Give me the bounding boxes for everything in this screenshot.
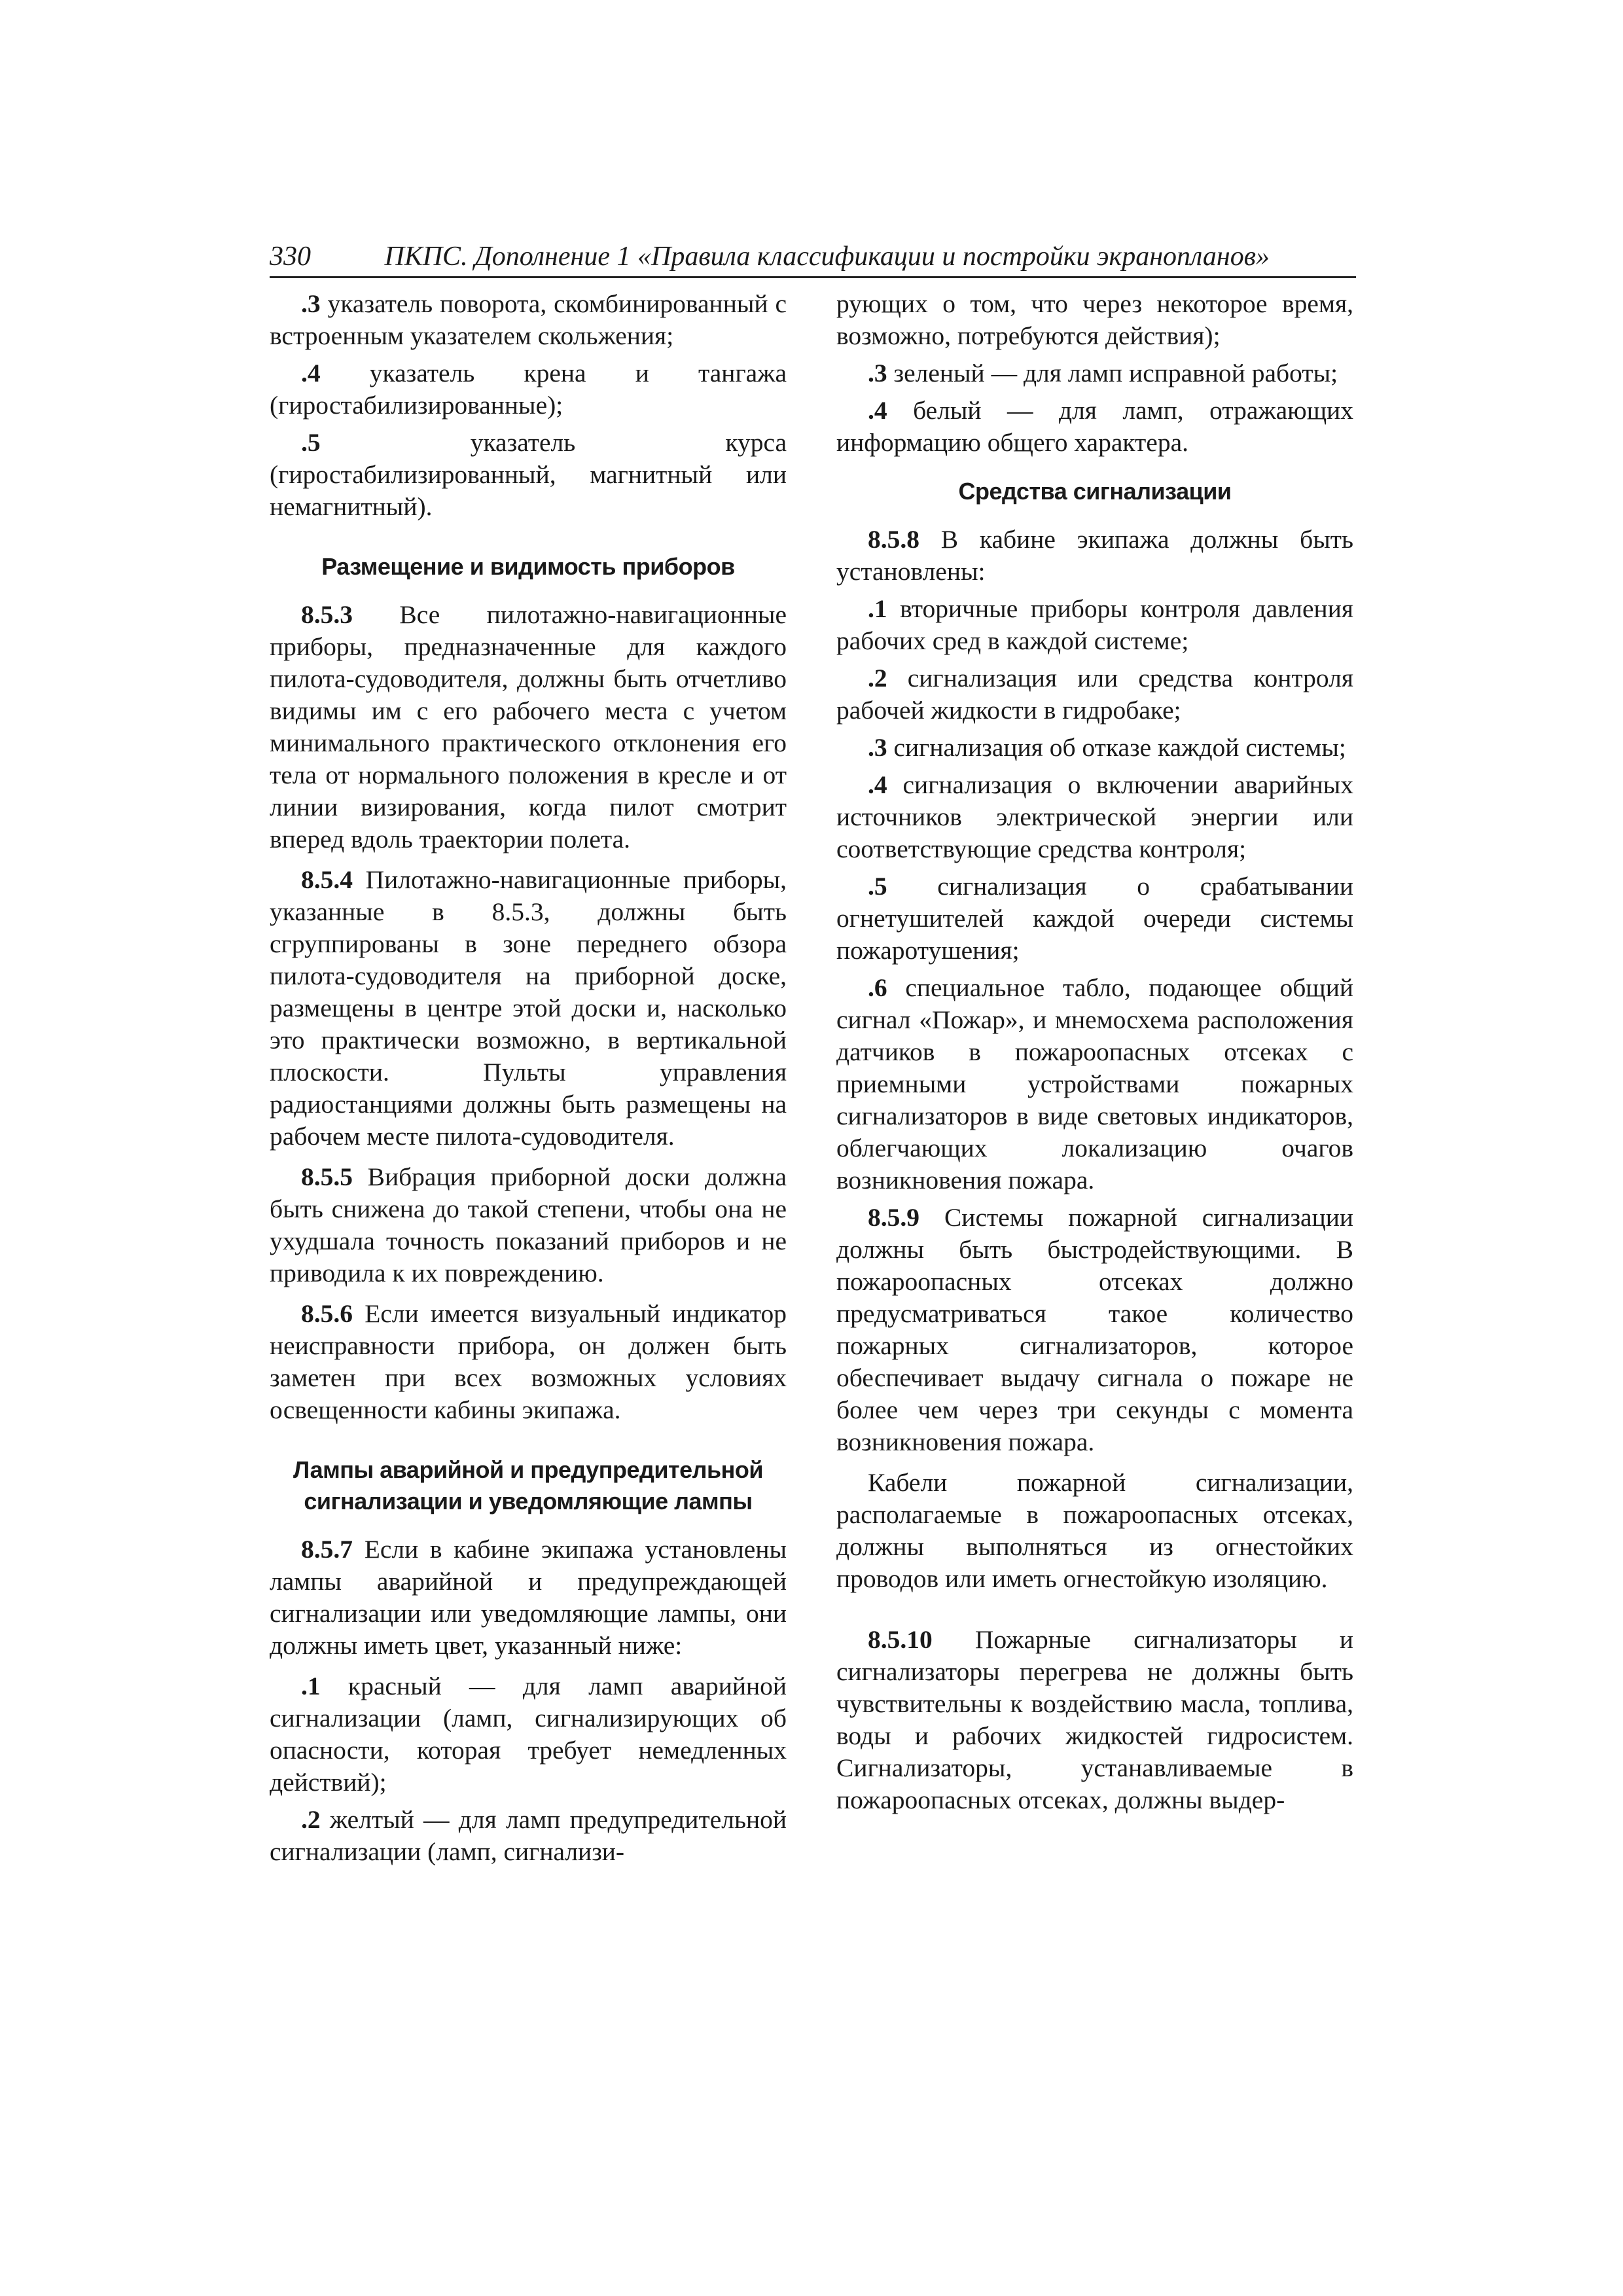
running-title: ПКПС. Дополнение 1 «Правила классификации и постройки экранопланов» (384, 242, 1270, 272)
continued-text: рующих о том, что через некоторое время, возможно, потребуются действия); (836, 289, 1353, 350)
running-header (270, 237, 1356, 278)
list-item (836, 972, 1353, 1196)
clause-number: 8.5.10 (868, 1625, 933, 1654)
list-item (270, 357, 787, 422)
paragraph-8-5-9 (836, 1202, 1353, 1458)
list-item (270, 1670, 787, 1799)
item-text: сигнализация или средства контроля рабочей жидкости в гидробаке; (836, 664, 1353, 725)
item-number: .4 (868, 770, 887, 799)
item-number: .6 (868, 973, 887, 1002)
clause-text: Если имеется визуальный индикатор неисправности прибора, он должен быть заметен при всех возможных условиях освещенности кабины экипажа. (270, 1299, 787, 1424)
item-text: белый — для ламп, отражающих информацию общего характера. (836, 396, 1353, 457)
list-item (836, 870, 1353, 967)
list-item (836, 769, 1353, 865)
item-text: сигнализация о срабатывании огнетушителей каждой очереди системы пожаротушения; (836, 872, 1354, 965)
paragraph-8-5-10 (836, 1624, 1353, 1816)
item-number: .3 (868, 733, 887, 762)
list-item (836, 662, 1353, 726)
list-item (270, 427, 787, 523)
item-text: сигнализация о включении аварийных источников электрической энергии или соответствующие средства контроля; (836, 770, 1354, 863)
paragraph-8-5-7 (270, 1534, 787, 1662)
section-heading (270, 1454, 787, 1517)
item-text: красный — для ламп аварийной сигнализации (ламп, сигнализирующих об опасности, которая требует немедленных действий); (270, 1672, 787, 1797)
item-number: .3 (868, 359, 887, 387)
item-text: указатель крена и тангажа (гиростабилизированные); (270, 359, 787, 420)
section-heading: Размещение и видимость приборов (321, 553, 735, 580)
clause-number: 8.5.8 (868, 525, 919, 554)
page-number: 330 (270, 242, 311, 272)
paragraph-8-5-6 (270, 1298, 787, 1426)
left-column (270, 288, 787, 1873)
list-item (836, 357, 1353, 389)
clause-text: Пожарные сигнализаторы и сигнализаторы перегрева не должны быть чувствительны к воздействию масла, топлива, воды и рабочих жидкостей гидросистем. Сигнализаторы, устанавливаемые в пожароопасных отсеках, должны выдер- (836, 1625, 1353, 1814)
clause-number: 8.5.9 (868, 1203, 919, 1232)
item-number: .1 (868, 594, 887, 623)
list-item (836, 732, 1353, 764)
clause-number: 8.5.7 (301, 1535, 353, 1564)
item-number: .4 (868, 396, 887, 425)
item-text: желтый — для ламп предупредительной сигнализации (ламп, сигнализи- (270, 1805, 787, 1866)
list-item (270, 1804, 787, 1868)
paragraph-8-5-8 (836, 524, 1353, 588)
heading-line: Лампы аварийной и предупредительной (293, 1456, 764, 1483)
clause-text: Системы пожарной сигнализации должны быть быстродействующими. В пожароопасных отсеках должно предусматриваться такое количество пожарных сигнализаторов, которое обеспечивает выдачу сигнала о пожаре не более чем через три секунды с момента возникновения пожара. (836, 1203, 1353, 1456)
item-text: специальное табло, подающее общий сигнал «Пожар», и мнемосхема расположения датчиков в пожароопасных отсеках с приемными устройствами пожарных сигнализаторов в виде световых индикаторов, облегчающих локализацию очагов возникновения пожара. (836, 973, 1353, 1194)
list-item (836, 593, 1353, 657)
paragraph-8-5-9-cables: Кабели пожарной сигнализации, располагаемые в пожароопасных отсеках, должны выполняться из огнестойких проводов или иметь огнестойкую изоляцию. (836, 1468, 1353, 1593)
clause-number: 8.5.3 (301, 600, 353, 629)
clause-text: Если в кабине экипажа установлены лампы аварийной и предупреждающей сигнализации или уведомляющие лампы, они должны иметь цвет, указанный ниже: (270, 1535, 787, 1660)
item-number: .4 (301, 359, 321, 387)
item-number: .5 (301, 428, 321, 457)
item-text: указатель курса (гиростабилизированный, магнитный или немагнитный). (270, 428, 787, 521)
clause-number: 8.5.5 (301, 1162, 353, 1191)
item-number: .3 (301, 289, 321, 318)
list-item (836, 395, 1353, 459)
paragraph-8-5-4 (270, 864, 787, 1153)
item-text: сигнализация об отказе каждой системы; (893, 733, 1346, 762)
right-column (836, 288, 1353, 1825)
clause-text: В кабине экипажа должны быть установлены: (836, 525, 1354, 586)
section-heading: Средства сигнализации (958, 478, 1232, 505)
item-number: .2 (868, 664, 887, 692)
item-text: указатель поворота, скомбинированный с встроенным указателем скольжения; (270, 289, 787, 350)
clause-number: 8.5.6 (301, 1299, 353, 1328)
heading-line: сигнализации и уведомляющие лампы (304, 1488, 753, 1515)
item-number: .2 (301, 1805, 321, 1834)
paragraph-8-5-5 (270, 1161, 787, 1289)
paragraph-8-5-3 (270, 599, 787, 855)
list-item (270, 288, 787, 352)
clause-text: Все пилотажно-навигационные приборы, предназначенные для каждого пилота-судоводителя, должны быть отчетливо видимы им с его рабочего места с учетом минимального практического отклонения его тела от нормального положения в кресле и от линии визирования, когда пилот смотрит вперед вдоль траектории полета. (270, 600, 787, 853)
item-text: зеленый — для ламп исправной работы; (893, 359, 1338, 387)
clause-text: Пилотажно-навигационные приборы, указанные в 8.5.3, должны быть сгруппированы в зоне переднего обзора пилота-судоводителя на приборной доске, размещены в центре этой доски и, насколько это практически возможно, в вертикальной плоскости. Пульты управления радиостанциями должны быть размещены на рабочем месте пилота-судоводителя. (270, 865, 787, 1151)
item-number: .1 (301, 1672, 321, 1700)
item-text: вторичные приборы контроля давления рабочих сред в каждой системе; (836, 594, 1354, 655)
item-number: .5 (868, 872, 887, 901)
clause-number: 8.5.4 (301, 865, 353, 894)
clause-text: Вибрация приборной доски должна быть снижена до такой степени, чтобы она не ухудшала точность показаний приборов и не приводила к их повреждению. (270, 1162, 787, 1287)
